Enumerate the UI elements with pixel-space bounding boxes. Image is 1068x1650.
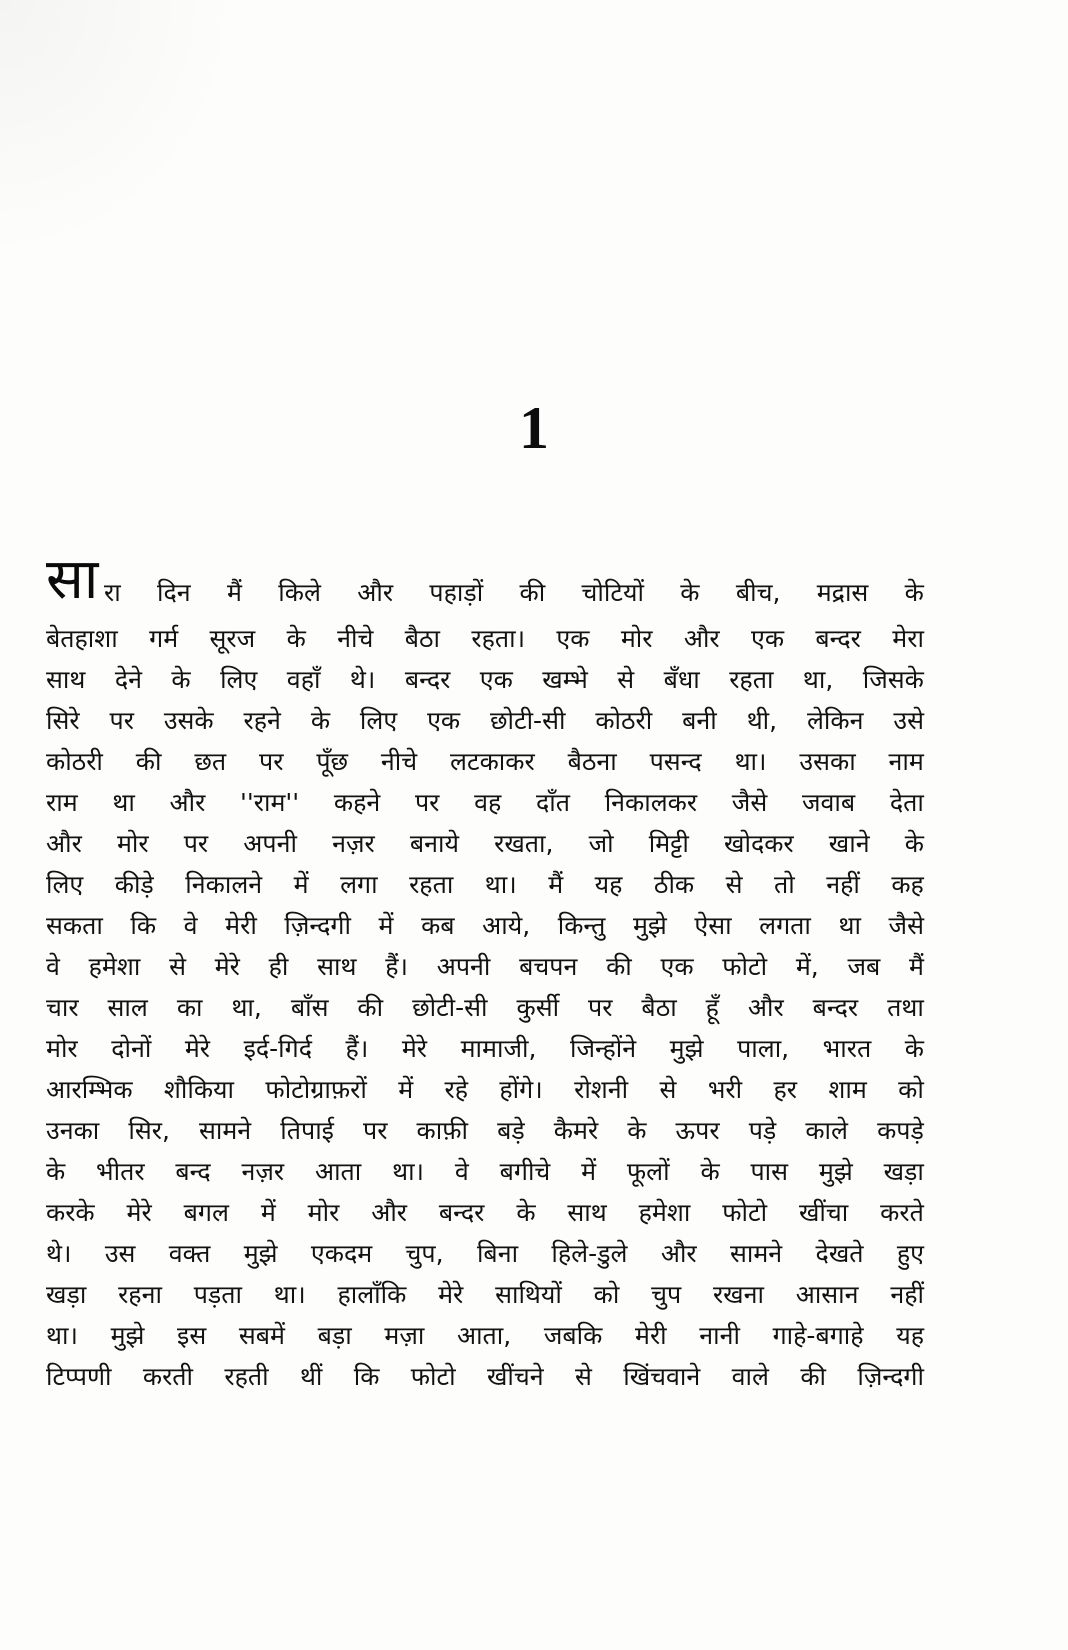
text-word: सिरे [46,706,80,735]
text-word: वहाँ [286,665,321,694]
text-word: मैं [227,578,242,607]
text-word: लिए [220,665,258,694]
text-word: हुए [896,1239,924,1268]
text-word: उस [104,1239,136,1268]
text-line [46,700,924,741]
text-word: दोनों [111,1034,152,1063]
text-word: चुप, [405,1239,444,1268]
text-word: देखते [815,1239,864,1268]
text-word: एक [556,624,590,653]
text-word: मुझे [669,1034,704,1063]
text-word: खींचा [798,1198,849,1227]
text-word: रहता [409,870,454,899]
text-word: वक्त [168,1239,211,1268]
text-word: जिन्होंने [569,1034,637,1063]
text-word: खिंचवाने [623,1362,701,1391]
text-line [46,864,924,905]
text-word: और [371,1198,408,1227]
text-word: यह [594,870,623,899]
text-word: जो [588,829,614,858]
text-word: नीचे [380,747,418,776]
text-word: टिप्पणी [46,1362,112,1391]
text-word: कुर्सी [516,993,560,1022]
text-word: खाने [828,829,870,858]
text-word: रहता। [471,624,526,653]
text-word: हमेशा [88,952,141,981]
text-word: फोटो [410,1362,456,1391]
text-word: लेकिन [806,706,864,735]
text-line [46,905,924,946]
text-word: हूँ [705,993,719,1022]
text-word: वाले [731,1362,769,1391]
text-word: पर [414,788,440,817]
text-word: काले [805,1116,848,1145]
text-word: निकालकर [604,788,698,817]
text-word: साथ [46,665,86,694]
text-word: आता, [457,1321,512,1350]
text-word: ज़िन्दगी [857,1362,924,1391]
text-word: गर्म [149,624,179,653]
text-word: बनाये [409,829,459,858]
text-word: साल [107,993,148,1022]
text-word: चार [46,993,79,1022]
text-word: बेतहाशा [46,624,118,653]
text-word: और [683,624,720,653]
text-word: लगता [759,911,811,940]
text-line [46,741,924,782]
text-word: जैसे [731,788,768,817]
text-line [46,618,924,659]
text-word: मुझे [110,1321,145,1350]
text-word: को [898,1075,924,1104]
text-word: काफ़ी [416,1116,468,1145]
text-word: हैं। [385,952,408,981]
text-word: मेरे [401,1034,428,1063]
text-word: बैठना [567,747,617,776]
text-word: सामने [198,1116,252,1145]
text-word: किले [278,578,321,607]
text-line [46,1069,924,1110]
text-word: छोटी-सी [489,706,566,735]
text-word: के [286,624,306,653]
text-line [46,987,924,1028]
text-word: ज़िन्दगी [284,911,351,940]
text-word: और [46,829,82,858]
text-word: मेरी [225,911,257,940]
text-word: एकदम [310,1239,373,1268]
text-word: शौकिया [163,1075,235,1104]
text-word: खड़ा [46,1280,87,1309]
text-word: बीच, [735,578,781,607]
text-word: बगीचे [499,1157,551,1186]
text-word: की [800,1362,826,1391]
text-word: पास [750,1157,789,1186]
text-word: थे। [46,1239,72,1268]
text-word: भरी [707,1075,743,1104]
text-word: कपड़े [877,1116,924,1145]
text-word: लिए [46,870,84,899]
text-word: कैमरे [553,1116,599,1145]
text-word: नाम [888,747,924,776]
text-word: लिए [359,706,398,735]
text-word: वे [183,911,198,940]
text-word: तो [774,870,795,899]
text-word: कोठरी [46,747,103,776]
text-word: था, [802,665,834,694]
text-word: था, [231,993,262,1022]
text-word: ''राम'' [240,788,300,817]
text-word: के [627,1116,647,1145]
text-word: रखना [712,1280,764,1309]
text-word: खींचने [486,1362,544,1391]
text-word: नज़र [241,1157,285,1186]
text-word: तिपाई [280,1116,334,1145]
text-word: फोटो [722,952,768,981]
text-word: की [135,747,162,776]
text-word: साथ [317,952,357,981]
text-word: बन्दर [815,624,861,653]
text-word: शाम [828,1075,867,1104]
text-word: उसके [163,706,214,735]
text-word: मुझे [243,1239,278,1268]
text-word: भारत [822,1034,872,1063]
text-word: बड़े [497,1116,525,1145]
text-word: साथियों [495,1280,562,1309]
text-word: के [171,665,191,694]
text-word: बन्दर [404,665,451,694]
text-word: अपनी [436,952,491,981]
text-word: और [660,1239,697,1268]
text-word: आता [314,1157,362,1186]
paper-scan-shading [0,0,240,260]
text-word: करके [46,1198,95,1227]
text-word: वे [454,1157,469,1186]
text-line [46,1192,924,1233]
text-line [46,1151,924,1192]
text-word: हर [773,1075,797,1104]
text-word: गाहे-बगाहे [772,1321,864,1350]
text-word: पूँछ [316,747,349,776]
text-word: फूलों [626,1157,670,1186]
text-word: ऊपर [675,1116,720,1145]
chapter-number: 1 [519,395,549,461]
text-word: मेरे [126,1198,152,1227]
text-word: राम [46,788,78,817]
text-line [46,1315,924,1356]
text-word: रहना [118,1280,162,1309]
text-word: पर [363,1116,388,1145]
text-word: यह [896,1321,924,1350]
text-word: रहे [444,1075,469,1104]
text-word: पर [259,747,284,776]
text-word: मामाजी, [460,1034,537,1063]
text-word: के [700,1157,720,1186]
text-word: बाँस [290,993,329,1022]
text-word: देने [114,665,142,694]
text-word: बड़ा [317,1321,352,1350]
text-word: की [606,952,632,981]
text-word: करते [880,1198,924,1227]
text-word: थे। [349,665,376,694]
text-word: में [260,1198,276,1227]
text-word: जैसे [888,911,924,940]
text-word: था। [392,1157,425,1186]
text-word: देता [889,788,924,817]
text-word: मुझे [818,1157,853,1186]
text-word: हमेशा [638,1198,691,1227]
text-word: नज़र [332,829,375,858]
text-word: पर [109,706,134,735]
text-word: नहीं [890,1280,924,1309]
text-word: वह [474,788,502,817]
text-word: मज़ा [384,1321,425,1350]
text-word: सूरज [209,624,256,653]
drop-cap-letter: सा [46,547,99,612]
text-word: मेरे [184,1034,211,1063]
text-word: के [46,1157,66,1186]
text-word: और [747,993,784,1022]
text-word: बचपन [519,952,578,981]
text-word: दाँत [535,788,570,817]
text-line [46,556,924,618]
text-word: से [169,952,186,981]
text-word: दिन [157,578,191,607]
text-word: रहता [729,665,774,694]
text-word: होंगे। [499,1075,543,1104]
text-word: में [581,1157,597,1186]
text-word: इस [177,1321,207,1350]
text-word: बँधा [663,665,700,694]
text-word: रहने [243,706,281,735]
text-word: कब [421,911,455,940]
text-word: उनका [46,1116,100,1145]
text-word: पड़ता [193,1280,243,1309]
text-line [46,1028,924,1069]
text-word: के [516,1198,536,1227]
text-word: था। [46,1321,78,1350]
text-word: बनी [682,706,717,735]
text-word: सबमें [238,1321,285,1350]
text-word: था। [484,870,517,899]
text-word: पहाड़ों [429,578,484,607]
text-word: पर [183,829,209,858]
text-word: उसका [799,747,856,776]
text-word: मोर [46,1034,78,1063]
text-word: मेरे [438,1280,464,1309]
text-word: लटकाकर [450,747,535,776]
text-word: वे [46,952,60,981]
text-word: बैठा [404,624,440,653]
text-line [46,659,924,700]
text-word: आये, [482,911,531,940]
text-word: पर [588,993,613,1022]
text-word: नीचे [337,624,374,653]
text-word: रहती [224,1362,269,1391]
text-word: ही [268,952,289,981]
text-word: थीं [299,1362,323,1391]
text-word: नानी [699,1321,740,1350]
text-line [46,1274,924,1315]
text-word: करती [142,1362,194,1391]
text-word: मैं [909,952,924,981]
text-word: मोर [620,624,653,653]
text-line [46,782,924,823]
text-word: जिसके [862,665,924,694]
text-line [46,1110,924,1151]
text-word: कि [353,1362,380,1391]
text-word: की [357,993,384,1022]
text-word: बगल [183,1198,229,1227]
text-word: जवाब [801,788,856,817]
text-word: एक [751,624,785,653]
text-word: कहने [333,788,381,817]
text-word: को [593,1280,620,1309]
text-word: की [519,578,546,607]
text-word: छोटी-सी [412,993,488,1022]
text-word: रोशनी [574,1075,629,1104]
text-word: मेरी [635,1321,667,1350]
text-word: एक [660,952,694,981]
text-word: मुझे [632,911,667,940]
body-paragraph [46,556,924,1397]
text-word: हैं। [345,1034,369,1063]
text-word: था [112,788,135,817]
text-word: उसे [893,706,924,735]
text-line [46,823,924,864]
text-word: मोर [116,829,149,858]
text-word: तथा [887,993,924,1022]
text-word: आरम्भिक [46,1075,133,1104]
text-word: इर्द-गिर्द [243,1034,312,1063]
text-word: कीड़े [114,870,154,899]
text-word: छत [194,747,227,776]
text-word: बन्द [175,1157,211,1186]
text-word: का [176,993,203,1022]
text-word: जब [847,952,881,981]
text-word: था। [273,1280,306,1309]
text-word: अपनी [243,829,297,858]
text-word: मोर [307,1198,340,1227]
text-word: और [169,788,206,817]
text-word: पसन्द [649,747,702,776]
text-word: जबकि [543,1321,603,1350]
text-word: चोटियों [581,578,644,607]
text-word: में [398,1075,414,1104]
text-word: मेरा [892,624,924,653]
text-word: में [293,870,309,899]
text-word: सामने [729,1239,783,1268]
text-word: खड़ा [883,1157,924,1186]
text-word: मैं [548,870,564,899]
text-word: कह [891,870,924,899]
text-word: ठीक [653,870,695,899]
text-word: किन्तु [557,911,606,940]
text-word: के [310,706,331,735]
text-word: में, [795,952,819,981]
text-word: फोटो [722,1198,768,1227]
text-word: में [378,911,394,940]
text-word: बिना [476,1239,519,1268]
text-word: कोठरी [595,706,653,735]
text-word: मेरे [214,952,240,981]
text-word: थी, [746,706,778,735]
text-word: हालाँकि [337,1280,407,1309]
text-word: फोटोग्राफ़रों [265,1075,367,1104]
text-word: लगा [340,870,378,899]
text-word: बैठा [641,993,677,1022]
text-word: खम्भे [542,665,588,694]
text-word: बन्दर [438,1198,485,1227]
text-word: निकालने [185,870,263,899]
text-word: से [574,1362,592,1391]
text-word: नहीं [826,870,860,899]
text-word: के [904,578,924,607]
text-word: था। [734,747,767,776]
text-word: और [357,578,394,607]
text-word: पाला, [737,1034,790,1063]
text-word: पड़े [748,1116,777,1145]
text-word: एक [479,665,513,694]
text-word: से [659,1075,677,1104]
text-word: रा [104,578,121,607]
text-word: खोदकर [724,829,794,858]
text-word: चुप [651,1280,682,1309]
text-line [46,946,924,987]
text-word: से [617,665,635,694]
text-word: मद्रास [816,578,869,607]
text-word: से [725,870,743,899]
text-word: के [904,1034,924,1063]
text-word: सकता [46,911,103,940]
text-word: एक [427,706,461,735]
text-word: के [904,829,924,858]
text-word: कि [130,911,157,940]
text-word: मिट्टी [648,829,689,858]
text-word: भीतर [96,1157,145,1186]
text-word: था [838,911,861,940]
text-word: बन्दर [812,993,859,1022]
text-word: हिले-डुले [551,1239,628,1268]
text-word: सिर, [128,1116,170,1145]
text-line [46,1233,924,1274]
text-word: ऐसा [694,911,732,940]
text-word: रखता, [494,829,554,858]
text-word: साथ [567,1198,607,1227]
text-word: के [680,578,700,607]
text-line [46,1356,924,1397]
text-word: आसान [795,1280,859,1309]
